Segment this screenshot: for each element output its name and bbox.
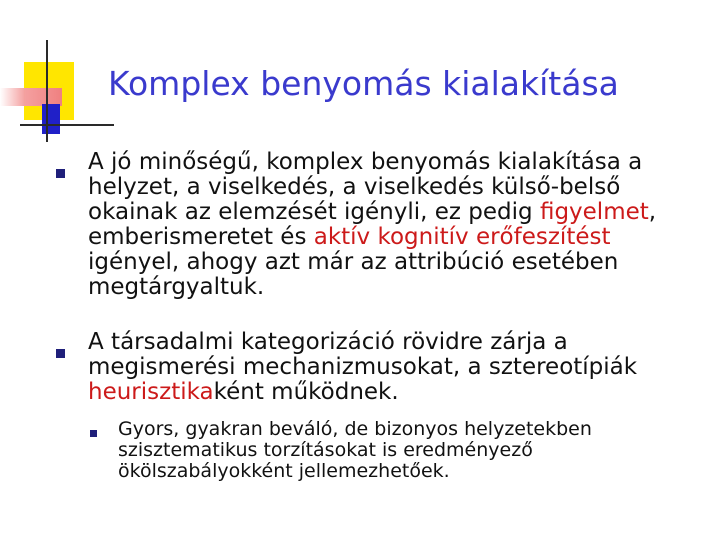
sub-bullet-text: Gyors, gyakran beváló, de bizonyos helyzetekben szisztematikus torzításokat is eredményező ökölszabályokként jellemezhetőek. <box>118 418 592 482</box>
bullet-text <box>88 330 702 405</box>
bullet-item <box>52 330 702 405</box>
bullet-item <box>52 150 702 300</box>
decor-blue-square <box>42 104 60 134</box>
decor-vertical-line <box>46 40 48 142</box>
bullet-list <box>52 150 702 482</box>
decor-horizontal-line <box>20 124 114 126</box>
text-segment: , emberismeretet és <box>88 199 657 250</box>
highlight-text: figyelmet <box>539 199 649 225</box>
square-sub-bullet-icon <box>90 430 97 437</box>
square-bullet-icon <box>56 349 65 358</box>
text-segment: A társadalmi kategorizáció rövidre zárja a megismerési mechanizmusokat, a sztereotípiák <box>88 329 638 380</box>
text-segment: A jó minőségű, komplex benyomás kialakítása a helyzet, a viselkedés, a viselkedés külső-belső okainak az elemzését igényli, ez pedig <box>88 149 643 225</box>
highlight-text: heurisztika <box>88 379 214 405</box>
highlight-text: aktív kognitív erőfeszítést <box>313 224 611 250</box>
bullet-text <box>88 150 702 300</box>
text-segment: ként működnek. <box>213 379 399 405</box>
sub-bullet-item <box>52 419 702 482</box>
slide-title: Komplex benyomás kialakítása <box>108 64 619 103</box>
text-segment: igényel, ahogy azt már az attribúció esetében megtárgyaltuk. <box>88 249 619 300</box>
square-bullet-icon <box>56 169 65 178</box>
